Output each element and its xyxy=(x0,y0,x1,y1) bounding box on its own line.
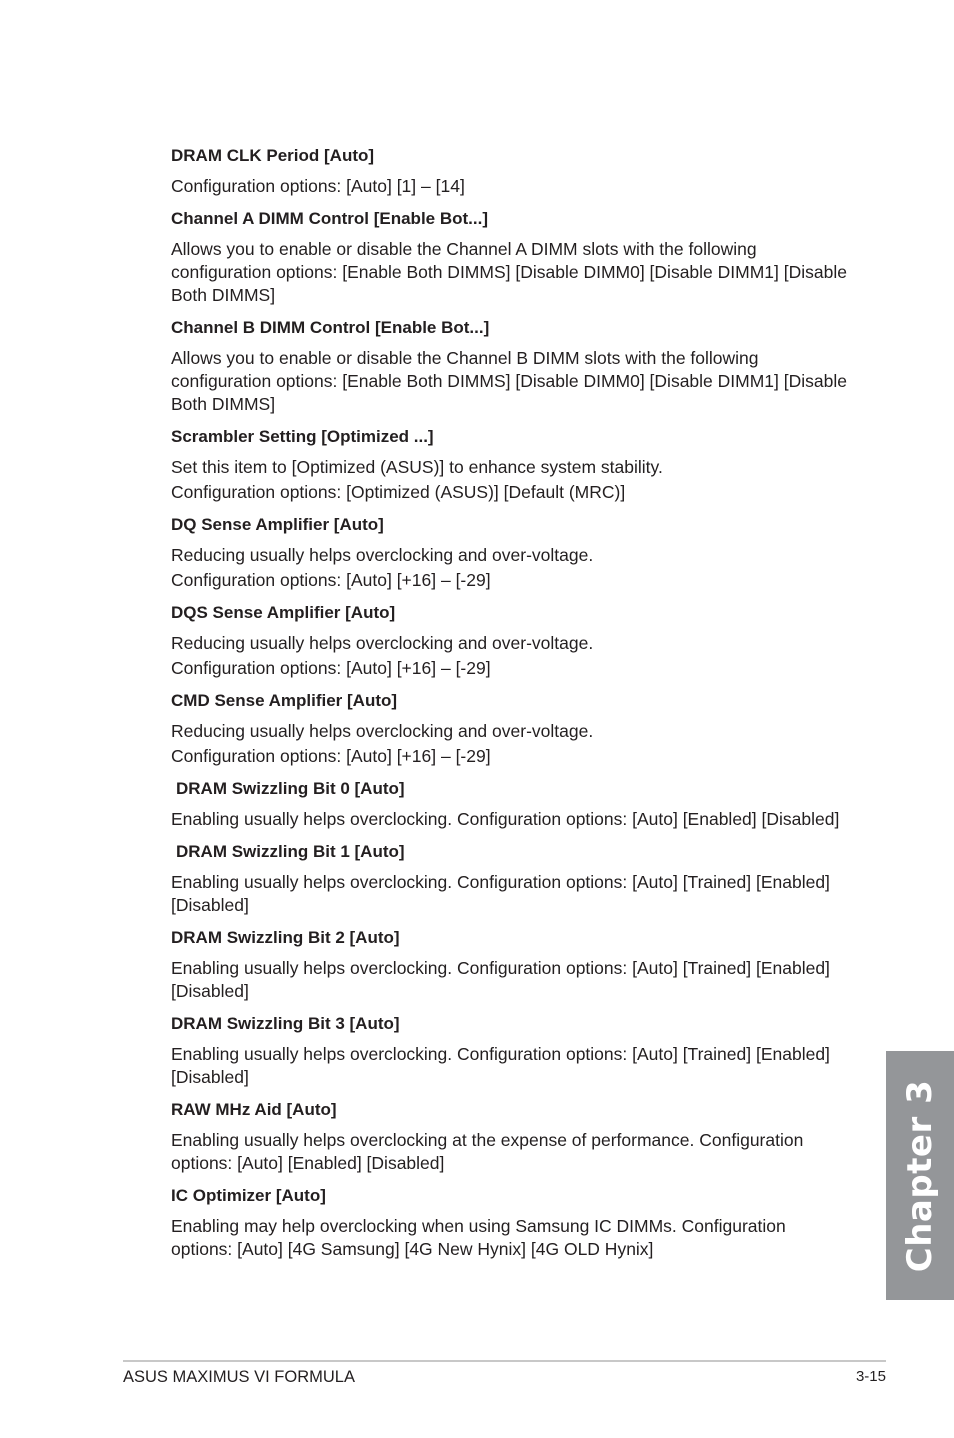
description-line: Set this item to [Optimized (ASUS)] to enhance system stability. xyxy=(171,457,663,477)
description-line: Configuration options: [Auto] [+16] – [-29] xyxy=(171,658,491,678)
footer-divider xyxy=(123,1360,886,1362)
description-line: Allows you to enable or disable the Channel B DIMM slots with the following configuration options: [Enable Both DIMMS] [Disable DIMM0] [Disable DIMM1] [Disable Both DIMMS] xyxy=(171,348,847,414)
setting-description xyxy=(171,957,851,1003)
setting-description xyxy=(171,720,851,768)
setting-description xyxy=(171,544,851,592)
footer-page-number: 3-15 xyxy=(855,1368,886,1385)
setting-item xyxy=(171,1099,851,1175)
description-line: Configuration options: [Auto] [+16] – [-29] xyxy=(171,746,491,766)
setting-description xyxy=(171,238,851,307)
description-line: Configuration options: [Auto] [+16] – [-29] xyxy=(171,570,491,590)
description-line: Enabling usually helps overclocking. Configuration options: [Auto] [Trained] [Enabled] [Disabled] xyxy=(171,872,830,915)
description-line: Enabling usually helps overclocking at the expense of performance. Configuration options: [Auto] [Enabled] [Disabled] xyxy=(171,1130,804,1173)
setting-item xyxy=(171,1013,851,1089)
description-line: Enabling may help overclocking when using Samsung IC DIMMs. Configuration options: [Auto] [4G Samsung] [4G New Hynix] [4G OLD Hynix] xyxy=(171,1216,786,1259)
setting-description xyxy=(171,1043,851,1089)
setting-item xyxy=(171,841,851,917)
description-line: Enabling usually helps overclocking. Configuration options: [Auto] [Enabled] [Disabled] xyxy=(171,809,840,829)
setting-title: IC Optimizer [Auto] xyxy=(171,1186,326,1205)
setting-title: RAW MHz Aid [Auto] xyxy=(171,1100,337,1119)
setting-title: CMD Sense Amplifier [Auto] xyxy=(171,691,398,710)
setting-item xyxy=(171,514,851,592)
setting-description xyxy=(171,456,851,504)
setting-item xyxy=(171,317,851,416)
setting-description xyxy=(171,871,851,917)
setting-description xyxy=(171,1129,851,1175)
setting-title: DRAM Swizzling Bit 2 [Auto] xyxy=(171,928,400,947)
setting-item xyxy=(171,602,851,680)
setting-title: DRAM Swizzling Bit 1 [Auto] xyxy=(176,842,405,861)
setting-title: Channel B DIMM Control [Enable Bot...] xyxy=(171,318,490,337)
setting-item xyxy=(171,778,851,831)
setting-description xyxy=(171,632,851,680)
setting-title: DRAM Swizzling Bit 3 [Auto] xyxy=(171,1014,400,1033)
setting-title: DQ Sense Amplifier [Auto] xyxy=(171,515,384,534)
description-line: Reducing usually helps overclocking and over-voltage. xyxy=(171,633,594,653)
setting-item xyxy=(171,426,851,504)
setting-description xyxy=(171,808,851,831)
description-line: Enabling usually helps overclocking. Configuration options: [Auto] [Trained] [Enabled] [Disabled] xyxy=(171,958,830,1001)
description-line: Configuration options: [Optimized (ASUS)] [Default (MRC)] xyxy=(171,482,626,502)
description-line: Reducing usually helps overclocking and over-voltage. xyxy=(171,545,594,565)
description-line: Configuration options: [Auto] [1] – [14] xyxy=(171,176,465,196)
description-line: Reducing usually helps overclocking and over-voltage. xyxy=(171,721,594,741)
setting-item xyxy=(171,927,851,1003)
setting-title: Scrambler Setting [Optimized ...] xyxy=(171,427,434,446)
setting-item xyxy=(171,690,851,768)
chapter-tab xyxy=(886,1051,954,1300)
setting-description xyxy=(171,347,851,416)
setting-item xyxy=(171,145,851,198)
setting-item xyxy=(171,208,851,307)
settings-list xyxy=(171,145,851,1271)
setting-description xyxy=(171,1215,851,1261)
description-line: Enabling usually helps overclocking. Configuration options: [Auto] [Trained] [Enabled] [Disabled] xyxy=(171,1044,830,1087)
setting-title: DRAM Swizzling Bit 0 [Auto] xyxy=(176,779,405,798)
setting-title: Channel A DIMM Control [Enable Bot...] xyxy=(171,209,488,228)
setting-item xyxy=(171,1185,851,1261)
setting-title: DRAM CLK Period [Auto] xyxy=(171,146,375,165)
description-line: Allows you to enable or disable the Channel A DIMM slots with the following configuration options: [Enable Both DIMMS] [Disable DIMM0] [Disable DIMM1] [Disable Both DIMMS] xyxy=(171,239,847,305)
footer-product-name: ASUS MAXIMUS VI FORMULA xyxy=(123,1368,355,1386)
chapter-label: Chapter 3 xyxy=(900,1079,940,1272)
setting-title: DQS Sense Amplifier [Auto] xyxy=(171,603,396,622)
setting-description xyxy=(171,175,851,198)
